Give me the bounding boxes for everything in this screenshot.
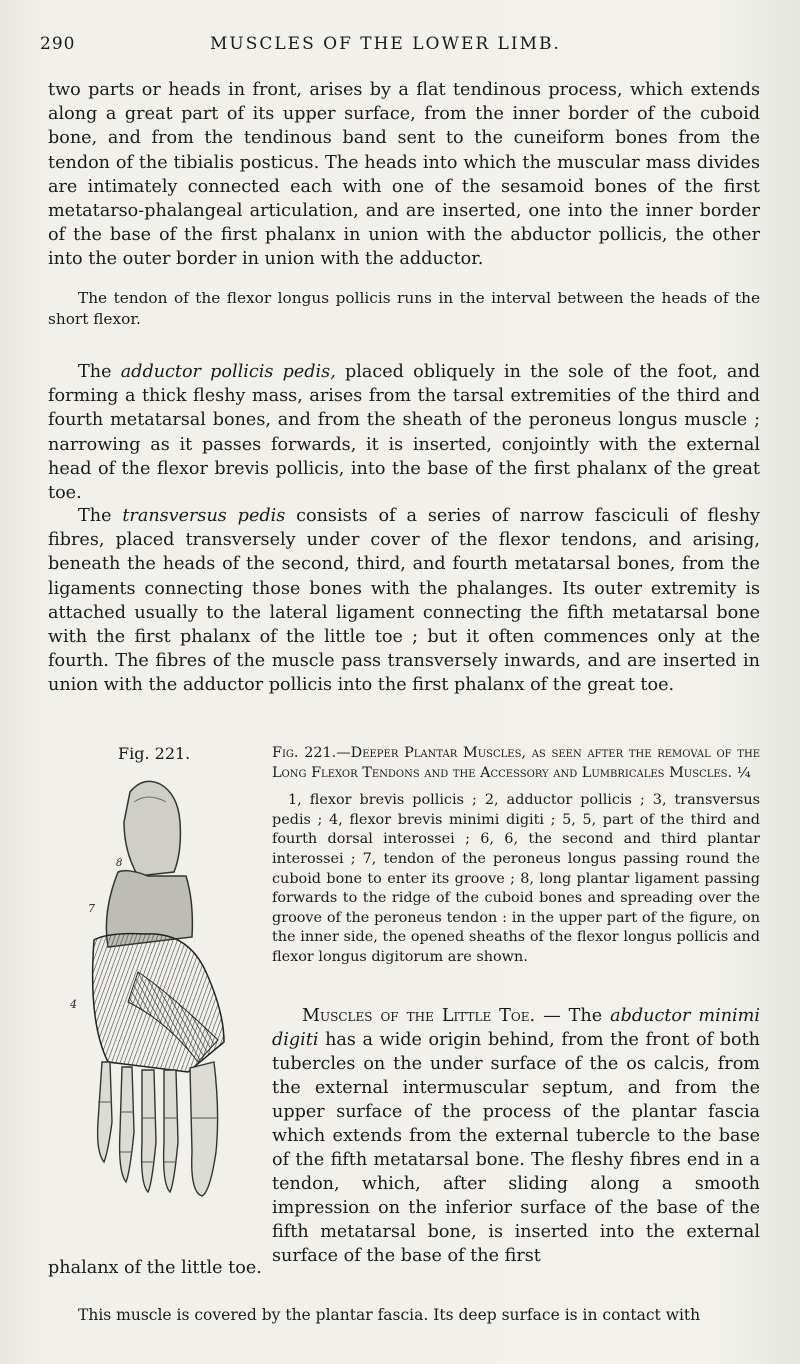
- figure-marker-7: 7: [88, 902, 95, 915]
- foot-illustration: [68, 772, 248, 1222]
- lead-text: The: [78, 506, 123, 526]
- figure-marker-4: 4: [70, 998, 77, 1011]
- paragraph-text: consists of a series of narrow fasciculi of fleshy fibres, placed transversely under cover of the flexor tendons, and arising, beneath the heads of the second, third, and fourth metatarsal bones, from the ligaments connecting those bones with the phalanges. Its outer extremity is attached usually to the lateral ligament connecting the fifth metatarsal bone with the first phalanx of the little toe ; but it often commences only at the fourth. The fibres of the muscle pass transversely inwards, and are inserted in union with the adductor pollicis into the first phalanx of the great toe.: [48, 506, 760, 696]
- paragraph-text: has a wide origin behind, from the front of both tubercles on the under surface of the os calcis, from the external intermuscular septum, and from the upper surface of the process of the plantar fascia which extends from the external tubercle to the base of the fifth metatarsal bone. The fleshy fibres end in a tendon, which, after sliding along a smooth impression on the inferior surface of the base of the fifth metatarsal bone, is inserted into the external surface of the base of the first: [272, 1030, 760, 1266]
- paragraph-continuation: phalanx of the little toe.: [48, 1258, 262, 1278]
- term-transversus-pedis: transversus pedis: [122, 506, 286, 526]
- term-adductor-pollicis-pedis: adductor pollicis pedis,: [120, 362, 336, 382]
- paragraph-last: This muscle is covered by the plantar fascia. Its deep surface is in contact with: [78, 1306, 701, 1324]
- figure-caption: [272, 744, 760, 968]
- page-number: 290: [40, 34, 76, 54]
- paragraph-flexor-brevis: [48, 78, 760, 272]
- note-text: The tendon of the flexor longus pollicis runs in the interval between the heads of the short flexor.: [48, 289, 760, 328]
- term-abductor-minimi-digiti: abductor minimi digiti: [272, 1006, 760, 1050]
- calcaneus-shape: [124, 781, 180, 876]
- paragraph-adductor: [48, 360, 760, 505]
- caption-fraction: ¼: [736, 764, 751, 781]
- heading-dash: — The: [535, 1006, 611, 1026]
- paragraph-little-toe: [272, 1004, 760, 1268]
- figure-marker-8: 8: [116, 858, 123, 869]
- section-heading: Muscles of the Little Toe.: [302, 1006, 536, 1026]
- caption-body: 1, flexor brevis pollicis ; 2, adductor pollicis ; 3, transversus pedis ; 4, flexor brevis minimi digiti ; 5, 5, part of the third and fourth dorsal interossei ; 6, 6, the second and third plantar interossei ; 7, tendon of the peroneus longus passing round the cuboid bone to enter its groove ; 8, long plantar ligament passing forwards to the ridge of the cuboid bones and spreading over the groove of the peroneus tendon : in the upper part of the figure, on the inner side, the opened sheaths of the flexor longus pollicis and flexor longus digitorum are shown.: [272, 792, 760, 965]
- lead-text: The: [78, 362, 121, 382]
- caption-title: Fig. 221.—Deeper Plantar Muscles, as seen after the removal of the Long Flexor Tendons and the Accessory and Lumbricales Muscles.: [272, 745, 760, 781]
- paragraph-text: two parts or heads in front, arises by a flat tendinous process, which extends along a great part of its upper surface, from the inner border of the cuboid bone, and from the tendinous band sent to the cuneiform bones from the tendon of the tibialis posticus. The heads into which the muscular mass divides are intimately connected each with one of the sesamoid bones of the first metatarso-phalangeal articulation, and are inserted, one into the inner border of the base of the first phalanx in union with the abductor pollicis, the other into the outer border in union with the adductor.: [48, 80, 760, 270]
- paragraph-transversus: [48, 504, 760, 698]
- paragraph-text: placed obliquely in the sole of the foot, and forming a thick fleshy mass, arises from the tarsal extremities of the third and fourth metatarsal bones, and from the sheath of the peroneus longus muscle ; narrowing as it passes forwards, it is inserted, conjointly with the external head of the flexor brevis pollicis, into the base of the first phalanx of the great toe.: [48, 362, 760, 504]
- toe-bones: [98, 1062, 218, 1196]
- figure-label: Fig. 221.: [118, 744, 191, 763]
- note-flexor-longus: [48, 288, 760, 330]
- running-title: MUSCLES OF THE LOWER LIMB.: [210, 34, 561, 54]
